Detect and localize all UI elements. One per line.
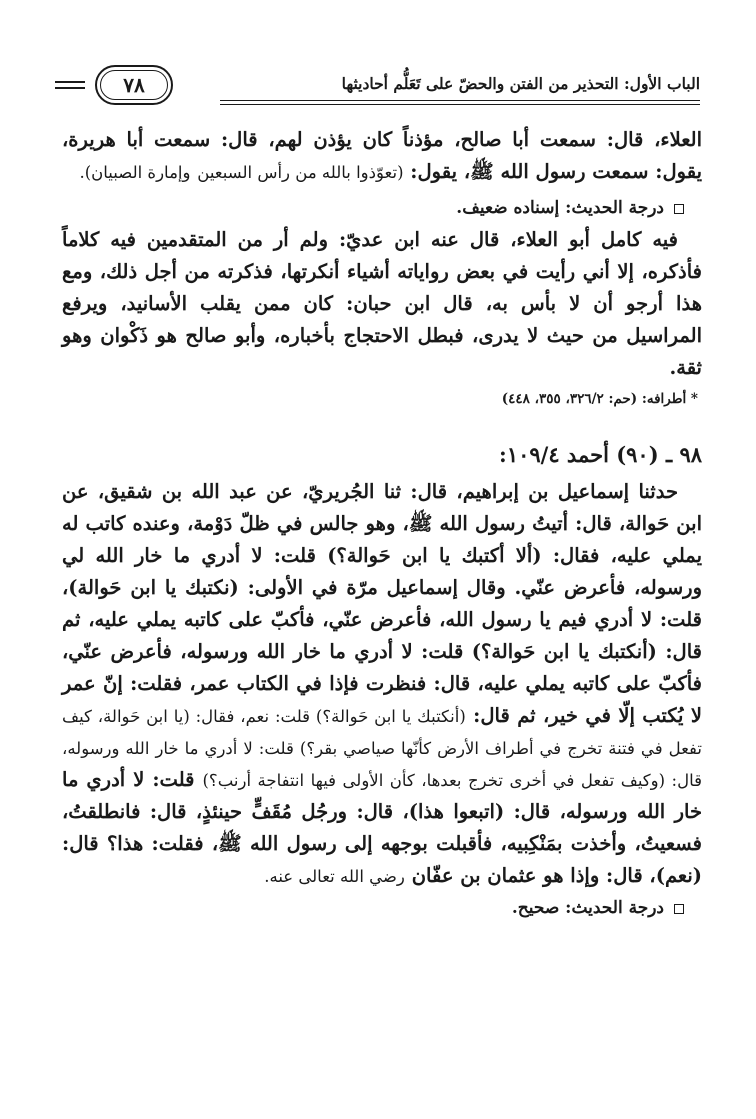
text-line: هريرة، يقول: سمعت رسول الله ﷺ، يقول: [62, 128, 702, 183]
page-body [62, 124, 702, 924]
square-bullet-icon [674, 904, 684, 914]
prophetic-quote: (تعوّذوا بالله من رأس السبعين [197, 163, 404, 182]
hadith-97-continuation [62, 124, 702, 188]
prophetic-quote-end: وإمارة الصبيان). [79, 163, 191, 182]
badge-ornament-line [55, 87, 85, 89]
header-rule [220, 100, 700, 101]
hadith-98-text [62, 476, 702, 892]
header-rule [220, 104, 700, 105]
prophetic-quote: (أنكتبك يا ابن حَوالة؟) قلت: نعم، فقال: (يا ابن حَوالة، كيف تفعل في فتنة تخرج في أطراف الأرض كأنّها صياصي بقر؟) قلت: لا أدري ما خار الله ورسوله، قال: (وكيف تفعل في أخرى تخرج بعدها، كأن الأولى فيها انتفاجة أرنب؟) [62, 707, 702, 790]
page-number-badge [95, 65, 173, 105]
square-bullet-icon [674, 204, 684, 214]
narration-text: حدثنا إسماعيل بن إبراهيم، قال: ثنا الجُريريّ، عن عبد الله بن شقيق، عن ابن حَوالة، قال: أتيتُ رسول الله ﷺ، وهو جالس في ظلّ دَوْمة، وعنده كاتب له يملي عليه، فقال: (ألا أكتبك يا ابن حَوالة؟) قلت: لا أدري ما خار الله لي ورسوله، فأعرض عنّي. وقال إسماعيل مرّة في الأولى: (نكتبك يا ابن حَوالة)، قلت: لا أدري فيم يا رسول الله، فأعرض عنّي، فأكبّ على كاتبه يملي عليه، ثم قال: (أنكتبك يا ابن حَوالة؟) قلت: لا أدري ما خار الله ورسوله، فأعرض عنّي، فأكبّ على كاتبه يملي عليه، قال: فنظرت فإذا في الكتاب عمر، فقلت: إنّ عمر لا يُكتب إلّا في خير، ثم قال: [62, 480, 702, 727]
hadith-grade [62, 192, 702, 224]
hadith-heading: ٩٨ ـ (٩٠) أحمد ١٠٩/٤: [499, 442, 702, 467]
page-number: ٧٨ [100, 70, 168, 100]
grade-text: درجة الحديث: صحيح. [511, 898, 664, 918]
hadith-grade [62, 892, 702, 924]
commentary-paragraph: فيه كامل أبو العلاء، قال عنه ابن عديّ: ولم أر من المتقدمين فيه كلاماً فأذكره، إلا أني رأيت في بعض رواياته أشياء أنكرتها، فذكرته من أجل ذلك، ومع هذا أرجو أن لا بأس به، قال ابن حبان: كان ممن يقلب الأسانيد، ويرفع المراسيل من حيث لا يدرى، فبطل الاحتجاج بأخباره، وأبو صالح هو ذَكْوان وهو ثقة. [62, 228, 702, 379]
badge-ornament-line [55, 81, 85, 83]
cross-references: * أطرافه: (حم: ٣٢٦/٢، ٣٥٥، ٤٤٨) [501, 391, 698, 407]
chapter-title: الباب الأول: التحذير من الفتن والحضّ على تَعَلُّم أحاديثها [341, 74, 700, 93]
narration-end: رضي الله تعالى عنه. [264, 867, 405, 886]
text-line: العلاء، قال: سمعت أبا صالح، مؤذناً كان يؤذن لهم، قال: سمعت أبا [126, 128, 702, 151]
running-header [55, 62, 700, 114]
grade-text: درجة الحديث: إسناده ضعيف. [456, 198, 664, 218]
narration-text: قلت: لا أدري ما خار الله ورسوله، قال: (اتبعوا هذا)، قال: ورجُل مُقَفٍّ حينئذٍ، قال: فانطلقتُ، فسعيتُ، وأخذت بمَنْكِبيه، فأقبلت بوجهه إلى رسول الله ﷺ، فقلت: هذا؟ قال: (نعم)، قال: وإذا هو عثمان بن عفّان [62, 768, 702, 887]
